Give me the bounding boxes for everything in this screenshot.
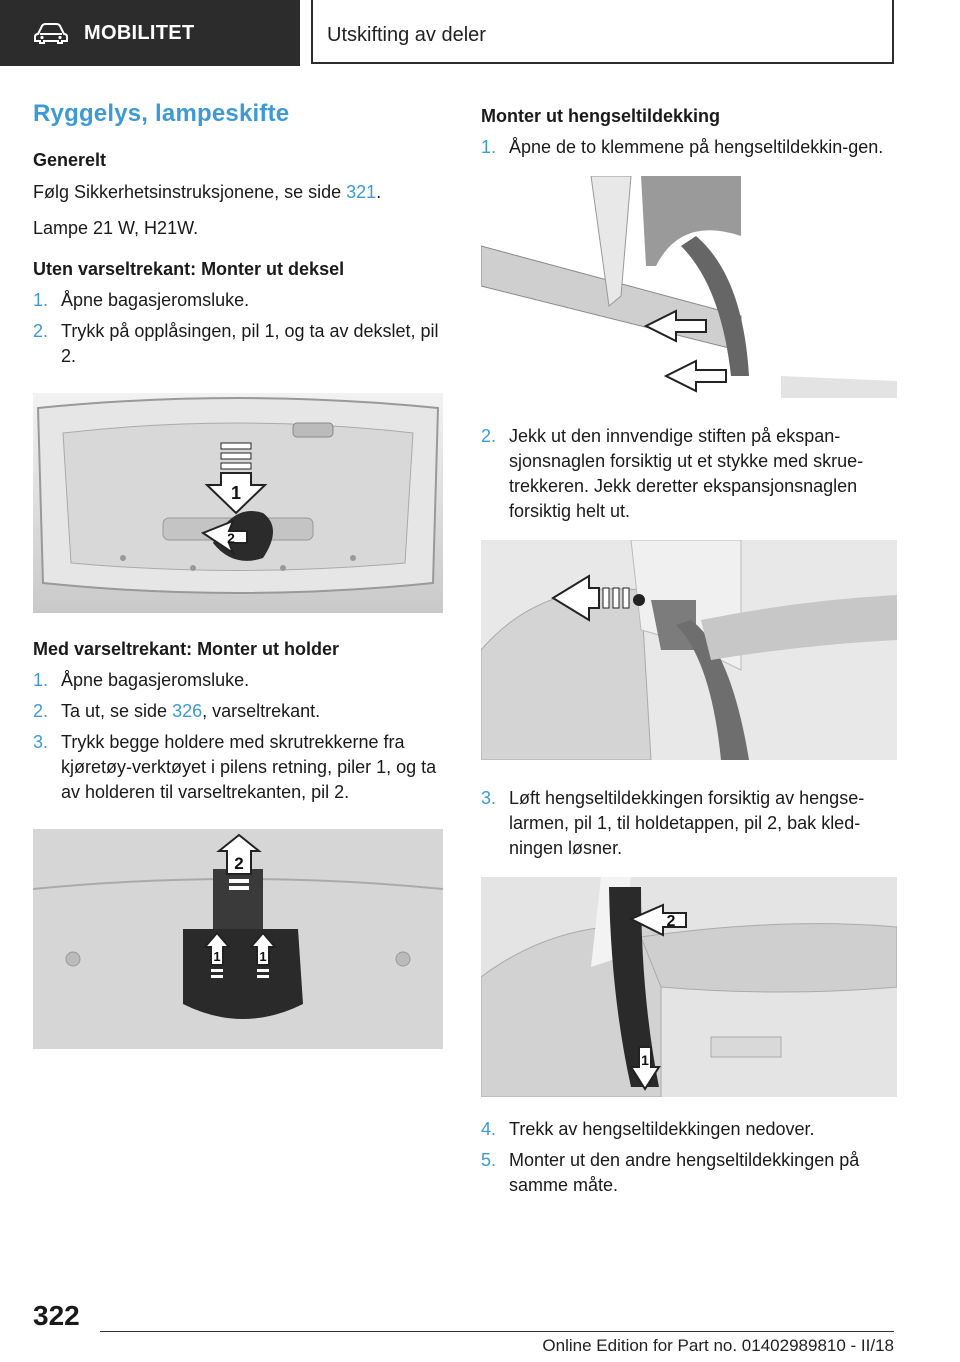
list-item: 5. Monter ut den andre hengseltildekkingen på samme måte. <box>481 1150 860 1195</box>
safety-reference: Følg Sikkerhetsinstruksjonene, se side 321. <box>33 182 382 202</box>
hinge-step-list-2 <box>481 424 891 524</box>
section-header <box>311 0 894 64</box>
lamp-spec: Lampe 21 W, H21W. <box>33 218 199 238</box>
figure-warning-triangle-holder <box>33 829 443 1049</box>
list-item: 2. Trykk på opplåsingen, pil 1, og ta av dekslet, pil 2. <box>33 321 439 366</box>
page-link-326[interactable]: 326 <box>172 701 203 721</box>
section-heading-with-triangle: Med varseltrekant: Monter ut holder <box>33 639 340 659</box>
hinge-step-list-1 <box>481 135 891 160</box>
hinge-step-list-4 <box>481 1117 891 1198</box>
figure-hinge-clips <box>481 176 897 398</box>
hinge-cover-heading: Monter ut hengseltildekking <box>481 106 721 126</box>
page-title: Ryggelys, lampeskifte <box>33 100 290 127</box>
list-item: 2. Ta ut, se side 326, varseltrekant. <box>33 701 321 721</box>
svg-text:2: 2 <box>666 913 676 930</box>
section-heading-no-triangle: Uten varseltrekant: Monter ut deksel <box>33 259 345 279</box>
list-item: 1. Åpne de to klemmene på hengseltildekkin-gen. <box>481 137 884 157</box>
footer-divider <box>100 1331 894 1332</box>
page-link-321[interactable]: 321 <box>346 182 377 202</box>
figure-lift-hinge-cover <box>481 877 897 1097</box>
page-number: 322 <box>33 1300 80 1331</box>
step-list-with-triangle <box>33 668 443 805</box>
svg-text:1: 1 <box>213 949 221 964</box>
list-item: 2. Jekk ut den innvendige stiften på ekspan-sjonsnaglen forsiktig ut et stykke med skrue-trekkeren. Jekk deretter ekspansjonsnaglen forsiktig helt ut. <box>481 426 864 521</box>
list-item: 3. Trykk begge holdere med skrutrekkerne fra kjøretøy-verktøyet i pilens retning, piler 1, og ta av holderen til varseltrekanten, pil 2. <box>33 732 437 802</box>
figure-expansion-rivet <box>481 540 897 760</box>
svg-text:1: 1 <box>230 483 242 503</box>
hinge-step-list-3 <box>481 786 891 861</box>
figure-trunk-lid-cover <box>33 393 443 613</box>
edition-info: Online Edition for Part no. 01402989810 - II/18 <box>542 1336 894 1355</box>
svg-text:1: 1 <box>259 949 267 964</box>
svg-text:1: 1 <box>641 1052 649 1068</box>
step-list-no-triangle <box>33 288 443 369</box>
general-heading: Generelt <box>33 150 107 170</box>
svg-text:2: 2 <box>234 854 244 873</box>
list-item: 4. Trekk av hengseltildekkingen nedover. <box>481 1119 815 1139</box>
list-item: 3. Løft hengseltildekkingen forsiktig av hengse-larmen, pil 1, til holdetappen, pil 2, bak kled-ningen løsner. <box>481 788 865 858</box>
list-item: 1. Åpne bagasjeromsluke. <box>33 670 250 690</box>
list-item: 1. Åpne bagasjeromsluke. <box>33 290 250 310</box>
svg-text:2: 2 <box>227 530 235 546</box>
chapter-title: MOBILITET <box>84 22 195 44</box>
car-icon <box>34 22 68 44</box>
section-title: Utskifting av deler <box>327 24 486 46</box>
chapter-header <box>0 0 300 66</box>
left-column <box>33 100 443 1075</box>
right-column <box>481 100 891 1212</box>
